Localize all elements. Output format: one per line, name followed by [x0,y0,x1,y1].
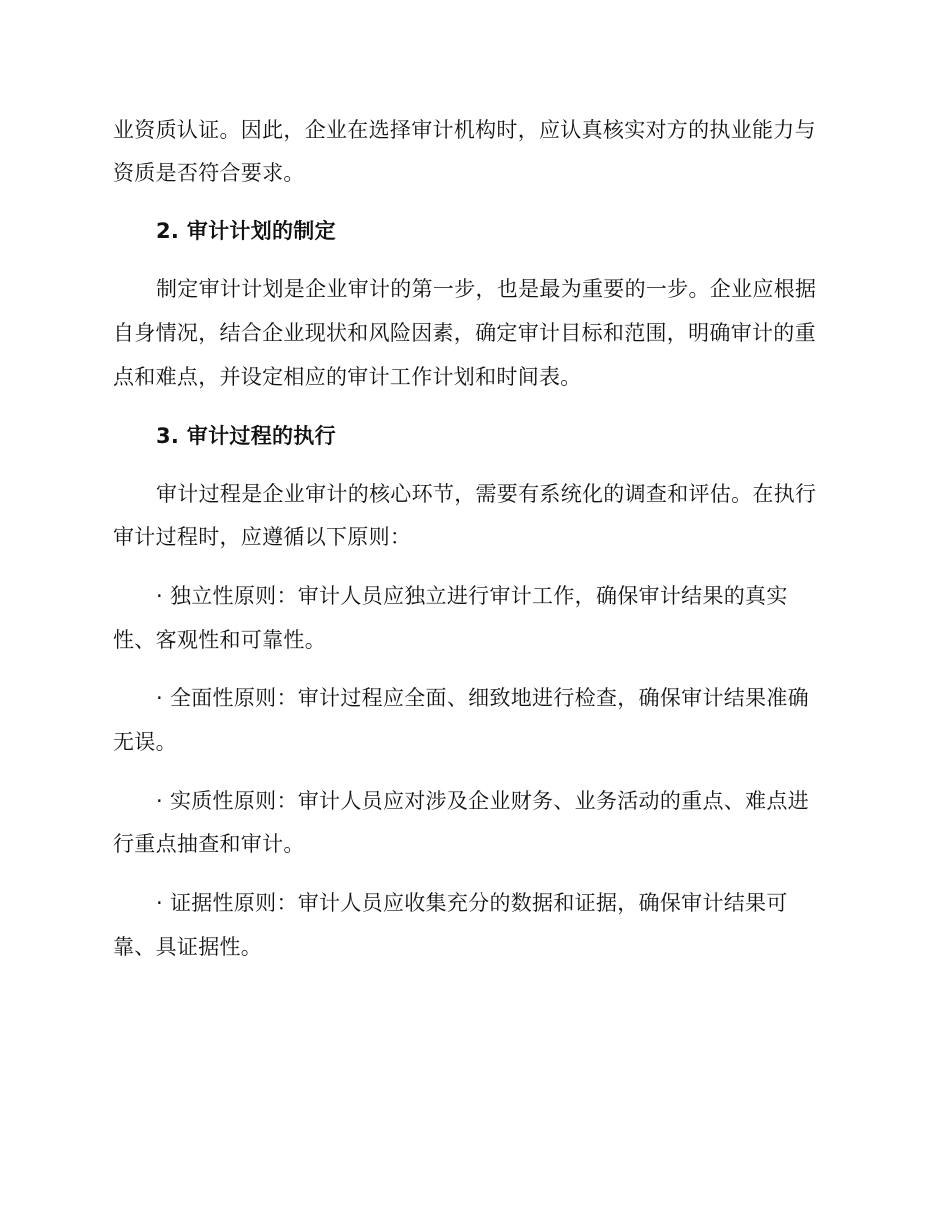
intro-line-2: 资质是否符合要求。 [113,161,305,185]
principle-evidence-line-2: 靠、具证据性。 [113,935,263,959]
principle-substantiveness-line-1: · 实质性原则：审计人员应对涉及企业财务、业务活动的重点、难点进 [156,789,809,813]
section3-paragraph-line-1: 审计过程是企业审计的核心环节，需要有系统化的调查和评估。在执行 [156,482,817,506]
section2-heading: 2. 审计计划的制定 [156,219,336,243]
section2-paragraph-line-1: 制定审计计划是企业审计的第一步，也是最为重要的一步。企业应根据 [156,277,817,301]
principle-comprehensiveness-line-1: · 全面性原则：审计过程应全面、细致地进行检查，确保审计结果准确 [156,686,809,710]
principle-independence-line-2: 性、客观性和可靠性。 [113,628,326,652]
principle-evidence-line-1: · 证据性原则：审计人员应收集充分的数据和证据，确保审计结果可 [156,891,788,915]
principle-comprehensiveness-line-2: 无误。 [113,730,177,754]
section2-paragraph-line-2: 自身情况，结合企业现状和风险因素，确定审计目标和范围，明确审计的重 [113,321,816,345]
section2-paragraph-line-3: 点和难点，并设定相应的审计工作计划和时间表。 [113,365,582,389]
principle-independence-line-1: · 独立性原则：审计人员应独立进行审计工作，确保审计结果的真实 [156,584,788,608]
section3-heading: 3. 审计过程的执行 [156,424,336,448]
principle-substantiveness-line-2: 行重点抽查和审计。 [113,832,305,856]
intro-line-1: 业资质认证。因此，企业在选择审计机构时，应认真核实对方的执业能力与 [113,118,816,142]
section3-paragraph-line-2: 审计过程时，应遵循以下原则： [113,525,412,549]
